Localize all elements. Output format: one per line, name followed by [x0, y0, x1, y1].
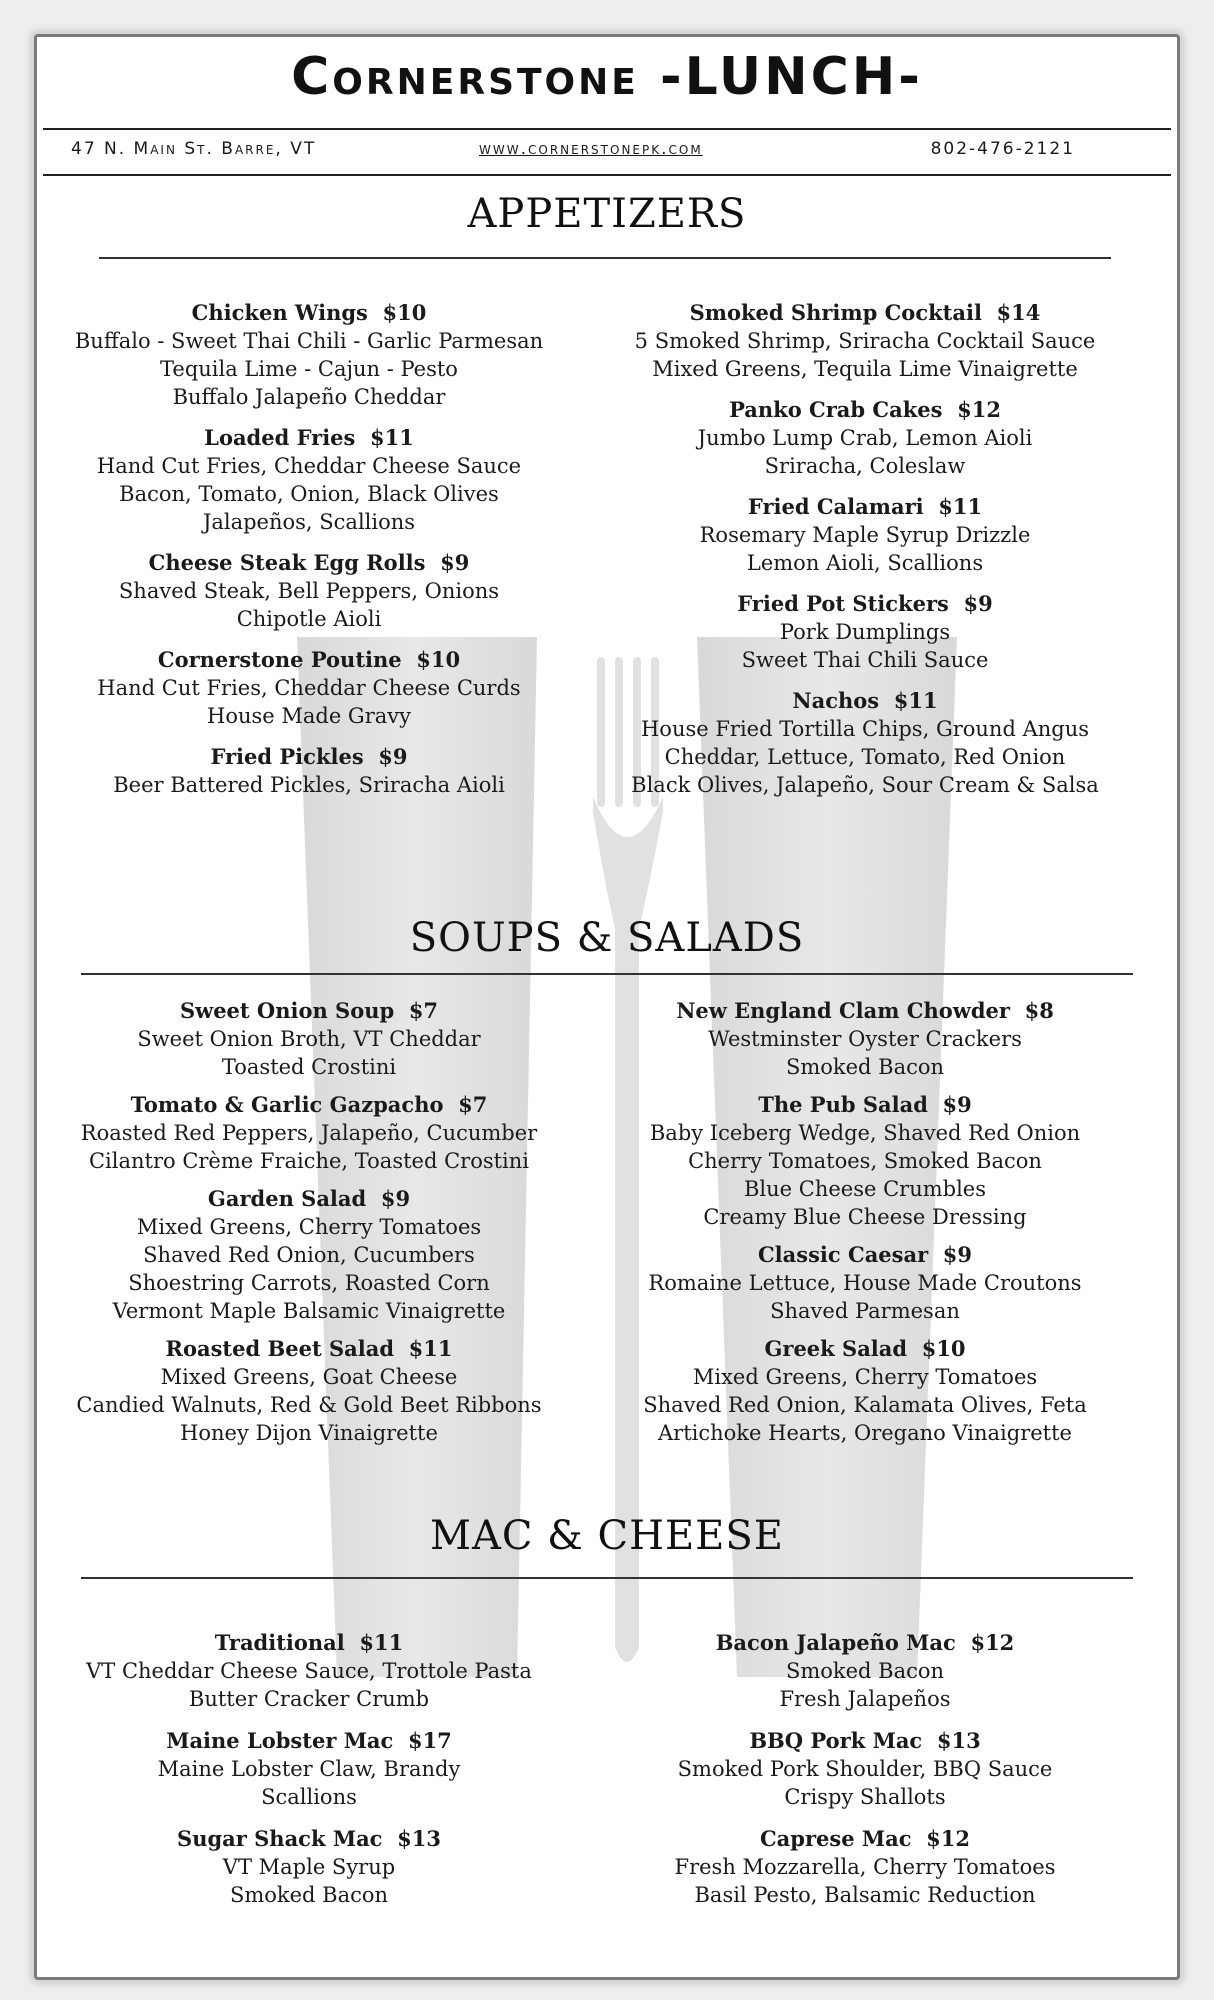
menu-item	[605, 1091, 1125, 1231]
menu-item	[49, 997, 569, 1081]
menu-item-description: House Fried Tortilla Chips, Ground Angus	[640, 717, 1089, 741]
menu-item-name: Smoked Shrimp Cocktail	[689, 300, 982, 325]
menu-item-heading	[49, 646, 569, 674]
menu-item-description: Baby Iceberg Wedge, Shaved Red Onion	[649, 1121, 1081, 1145]
menu-item-name: Fried Pickles	[210, 744, 364, 769]
menu-item-description: Crispy Shallots	[784, 1785, 946, 1809]
menu-item-name: Maine Lobster Mac	[166, 1728, 394, 1753]
menu-item-heading	[49, 1629, 569, 1657]
restaurant-title: Cornerstone -LUNCH-	[291, 47, 923, 107]
menu-item	[605, 997, 1125, 1081]
menu-item-name: Bacon Jalapeño Mac	[715, 1630, 956, 1655]
menu-item-heading	[605, 396, 1125, 424]
menu-item-name: Cheese Steak Egg Rolls	[148, 550, 426, 575]
menu-item	[49, 1629, 569, 1713]
menu-item	[605, 687, 1125, 799]
menu-item-name: Garden Salad	[207, 1186, 367, 1211]
menu-item-description: Hand Cut Fries, Cheddar Cheese Curds	[97, 676, 521, 700]
menu-item	[49, 1727, 569, 1811]
menu-item-description: Smoked Pork Shoulder, BBQ Sauce	[677, 1757, 1053, 1781]
menu-item-description: Mixed Greens, Cherry Tomatoes	[692, 1365, 1038, 1389]
menu-item-description: Shaved Parmesan	[770, 1299, 960, 1323]
menu-item-description: Chipotle Aioli	[236, 607, 382, 631]
menu-item-description: House Made Gravy	[207, 704, 411, 728]
address: 47 N. Main St. Barre, VT	[71, 139, 317, 159]
menu-item-price: $11	[938, 494, 983, 519]
menu-item	[49, 549, 569, 633]
menu-item-description: Rosemary Maple Syrup Drizzle	[699, 523, 1031, 547]
menu-item-description: Smoked Bacon	[785, 1659, 945, 1683]
menu-item-description: Sriracha, Coleslaw	[764, 454, 966, 478]
menu-item-description: Bacon, Tomato, Onion, Black Olives	[119, 482, 499, 506]
phone-number: 802-476-2121	[930, 139, 1075, 159]
menu-item-heading	[49, 1727, 569, 1755]
menu-item-description: Black Olives, Jalapeño, Sour Cream & Salsa	[631, 773, 1099, 797]
menu-item-price: $11	[408, 1336, 453, 1361]
menu-item-price: $12	[926, 1826, 971, 1851]
menu-item-description: VT Cheddar Cheese Sauce, Trottole Pasta	[86, 1659, 532, 1683]
menu-item-price: $7	[408, 998, 439, 1023]
menu-item-heading	[49, 1091, 569, 1119]
menu-item-heading	[605, 687, 1125, 715]
menu-item-heading	[49, 743, 569, 771]
menu-item-description: Jalapeños, Scallions	[202, 510, 416, 534]
menu-item	[49, 424, 569, 536]
menu-item-price: $11	[893, 688, 938, 713]
menu-item-price: $9	[378, 744, 408, 769]
contact-bar	[43, 128, 1171, 176]
menu-item-name: Caprese Mac	[759, 1826, 912, 1851]
menu-item-name: Fried Pot Stickers	[737, 591, 949, 616]
menu-item-name: Chicken Wings	[191, 300, 368, 325]
menu-item-name: Fried Calamari	[747, 494, 924, 519]
menu-item-description: Basil Pesto, Balsamic Reduction	[694, 1883, 1036, 1907]
menu-item	[49, 1185, 569, 1325]
menu-item	[605, 1727, 1125, 1811]
menu-item-price: $10	[921, 1336, 966, 1361]
menu-item-name: New England Clam Chowder	[676, 998, 1010, 1023]
section-title-soups-salads: SOUPS & SALADS	[409, 915, 805, 961]
menu-item-description: Fresh Jalapeños	[779, 1687, 951, 1711]
menu-item-description: Cheddar, Lettuce, Tomato, Red Onion	[664, 745, 1066, 769]
menu-item-description: Westminster Oyster Crackers	[708, 1027, 1022, 1051]
appetizers-left-column	[49, 299, 569, 799]
menu-item-description: Jumbo Lump Crab, Lemon Aioli	[697, 426, 1033, 450]
section-divider	[81, 1577, 1133, 1579]
menu-item-description: Beer Battered Pickles, Sriracha Aioli	[113, 773, 505, 797]
menu-item-heading	[605, 997, 1125, 1025]
menu-item-price: $12	[957, 397, 1001, 422]
menu-item	[605, 1241, 1125, 1325]
menu-item-heading	[605, 1629, 1125, 1657]
menu-item-description: Mixed Greens, Goat Cheese	[160, 1365, 458, 1389]
menu-item-heading	[605, 1825, 1125, 1853]
appetizers-right-column	[605, 299, 1125, 799]
menu-item-price: $13	[397, 1826, 441, 1851]
menu-item	[49, 1335, 569, 1447]
menu-item-heading	[49, 424, 569, 452]
menu-item-heading	[605, 1091, 1125, 1119]
menu-item	[49, 1825, 569, 1909]
menu-item-description: Scallions	[261, 1785, 357, 1809]
menu-item-price: $9	[963, 591, 993, 616]
menu-item-price: $7	[458, 1092, 488, 1117]
menu-item-price: $9	[942, 1092, 972, 1117]
menu-item-description: Shaved Red Onion, Cucumbers	[143, 1243, 475, 1267]
menu-item	[49, 299, 569, 411]
section-divider	[99, 257, 1111, 259]
menu-item	[605, 299, 1125, 383]
menu-item-heading	[605, 590, 1125, 618]
menu-item	[605, 1825, 1125, 1909]
menu-item-description: Smoked Bacon	[785, 1055, 945, 1079]
section-title-mac-cheese: MAC & CHEESE	[430, 1513, 784, 1559]
menu-item-description: Sweet Thai Chili Sauce	[741, 648, 989, 672]
menu-item-description: Vermont Maple Balsamic Vinaigrette	[112, 1299, 506, 1323]
menu-item-description: Shoestring Carrots, Roasted Corn	[128, 1271, 490, 1295]
soups-salads-right-column	[605, 997, 1125, 1447]
menu-item-price: $11	[369, 425, 414, 450]
menu-item-heading	[49, 299, 569, 327]
soups-salads-left-column	[49, 997, 569, 1447]
menu-item-price: $10	[416, 647, 461, 672]
menu-item-price: $10	[382, 300, 427, 325]
menu-item-price: $14	[996, 300, 1041, 325]
menu-item-description: Toasted Crostini	[221, 1055, 397, 1079]
menu-item-description: Smoked Bacon	[229, 1883, 389, 1907]
menu-item-description: Shaved Red Onion, Kalamata Olives, Feta	[643, 1393, 1087, 1417]
menu-item-heading	[49, 997, 569, 1025]
menu-item-name: Nachos	[792, 688, 880, 713]
menu-item-description: Blue Cheese Crumbles	[743, 1177, 986, 1201]
menu-item-description: Hand Cut Fries, Cheddar Cheese Sauce	[96, 454, 522, 478]
mac-cheese-left-column	[49, 1629, 569, 1909]
menu-item-description: Tequila Lime - Cajun - Pesto	[160, 357, 458, 381]
section-title-appetizers: APPETIZERS	[467, 191, 747, 237]
menu-item-name: Cornerstone Poutine	[157, 647, 402, 672]
menu-item-name: Panko Crab Cakes	[729, 397, 943, 422]
menu-item-name: BBQ Pork Mac	[749, 1728, 923, 1753]
menu-item-heading	[49, 549, 569, 577]
menu-item-price: $11	[359, 1630, 404, 1655]
menu-item	[49, 1091, 569, 1175]
menu-item-price: $12	[970, 1630, 1015, 1655]
menu-item-heading	[49, 1185, 569, 1213]
menu-item-description: Maine Lobster Claw, Brandy	[157, 1757, 461, 1781]
menu-item-description: Creamy Blue Cheese Dressing	[703, 1205, 1027, 1229]
menu-item-price: $13	[936, 1728, 981, 1753]
menu-item-description: VT Maple Syrup	[222, 1855, 396, 1879]
menu-item-heading	[49, 1335, 569, 1363]
menu-item-name: Roasted Beet Salad	[165, 1336, 394, 1361]
menu-item-price: $9	[380, 1186, 411, 1211]
menu-item-name: Sweet Onion Soup	[179, 998, 395, 1023]
menu-item	[605, 396, 1125, 480]
menu-item-description: Roasted Red Peppers, Jalapeño, Cucumber	[80, 1121, 538, 1145]
menu-item-heading	[605, 299, 1125, 327]
website-link[interactable]: www.cornerstonepk.com	[479, 139, 703, 159]
menu-item-description: 5 Smoked Shrimp, Sriracha Cocktail Sauce	[634, 329, 1096, 353]
section-divider	[81, 973, 1133, 975]
menu-item	[49, 743, 569, 799]
menu-item-name: Classic Caesar	[757, 1242, 929, 1267]
menu-item-heading	[605, 1241, 1125, 1269]
menu-item-description: Lemon Aioli, Scallions	[746, 551, 984, 575]
menu-item-description: Candied Walnuts, Red & Gold Beet Ribbons	[76, 1393, 542, 1417]
menu-item-name: Loaded Fries	[204, 425, 356, 450]
menu-item-description: Buffalo - Sweet Thai Chili - Garlic Parmesan	[74, 329, 544, 353]
menu-item-description: Romaine Lettuce, House Made Croutons	[648, 1271, 1082, 1295]
menu-item-description: Artichoke Hearts, Oregano Vinaigrette	[658, 1421, 1072, 1445]
mac-cheese-right-column	[605, 1629, 1125, 1909]
menu-item-name: Greek Salad	[764, 1336, 908, 1361]
menu-item-description: Sweet Onion Broth, VT Cheddar	[137, 1027, 481, 1051]
menu-item-heading	[49, 1825, 569, 1853]
menu-item-price: $17	[407, 1728, 452, 1753]
menu-item-description: Mixed Greens, Tequila Lime Vinaigrette	[652, 357, 1078, 381]
menu-item-heading	[605, 1727, 1125, 1755]
menu-item	[605, 1335, 1125, 1447]
menu-item-name: Tomato & Garlic Gazpacho	[130, 1092, 444, 1117]
masthead	[37, 37, 1177, 127]
menu-item	[605, 493, 1125, 577]
menu-item	[605, 1629, 1125, 1713]
menu-item-price: $9	[440, 550, 470, 575]
menu-item	[605, 590, 1125, 674]
menu-item-price: $9	[942, 1242, 973, 1267]
menu-item-description: Honey Dijon Vinaigrette	[180, 1421, 438, 1445]
menu-item-description: Cilantro Crème Fraiche, Toasted Crostini	[88, 1149, 530, 1173]
menu-item-name: Traditional	[214, 1630, 345, 1655]
menu-item-description: Mixed Greens, Cherry Tomatoes	[136, 1215, 482, 1239]
menu-page	[34, 34, 1180, 1980]
menu-item-name: Sugar Shack Mac	[177, 1826, 383, 1851]
menu-item-description: Shaved Steak, Bell Peppers, Onions	[118, 579, 500, 603]
menu-item-description: Fresh Mozzarella, Cherry Tomatoes	[674, 1855, 1056, 1879]
menu-item-description: Butter Cracker Crumb	[188, 1687, 430, 1711]
menu-item-price: $8	[1024, 998, 1054, 1023]
menu-item-description: Cherry Tomatoes, Smoked Bacon	[688, 1149, 1042, 1173]
menu-item-description: Buffalo Jalapeño Cheddar	[172, 385, 446, 409]
menu-item-description: Pork Dumplings	[779, 620, 951, 644]
menu-item-name: The Pub Salad	[758, 1092, 928, 1117]
menu-item-heading	[605, 1335, 1125, 1363]
menu-item-heading	[605, 493, 1125, 521]
menu-item	[49, 646, 569, 730]
